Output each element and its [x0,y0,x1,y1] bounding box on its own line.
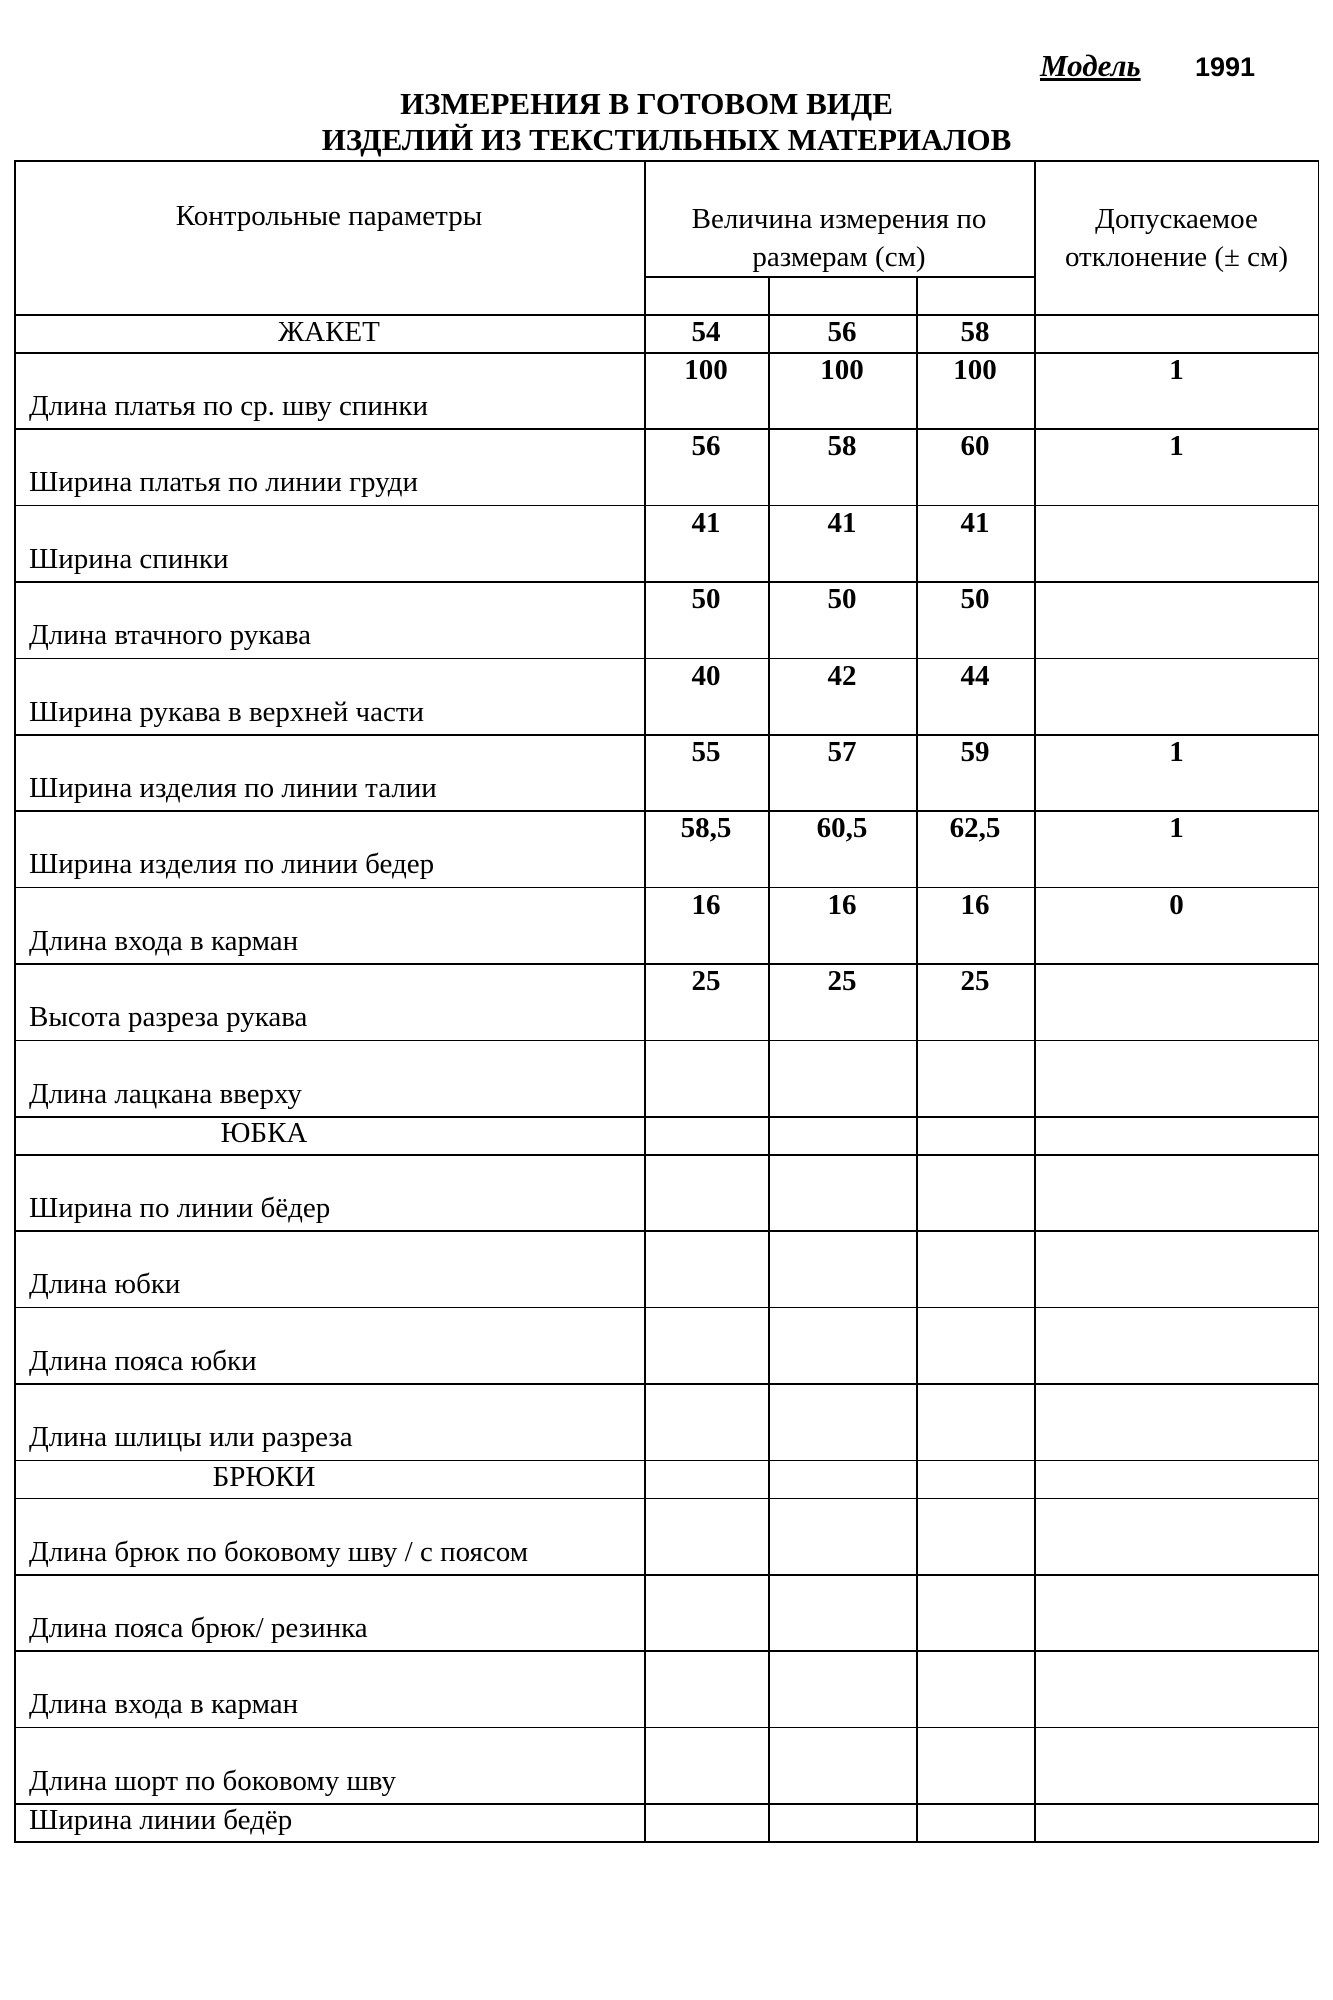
jacket-value: 59 [960,736,990,768]
table-vline [644,160,646,1841]
table-vline [768,314,770,1841]
param-row-label: Ширина изделия по линии талии [29,772,437,804]
jacket-value: 100 [820,354,864,386]
size-column-56: 56 [827,316,857,348]
jacket-tolerance: 1 [1169,812,1184,845]
jacket-value: 41 [691,506,721,539]
jacket-value: 50 [827,583,857,616]
jacket-value: 41 [827,506,857,539]
table-hline [14,1230,1319,1232]
jacket-tolerance: 0 [1169,888,1184,921]
measurements-table [14,160,1319,1848]
table-hline [14,1727,1319,1729]
param-row-label: Длина входа в карман [29,1688,299,1721]
table-vline [916,314,918,1841]
jacket-value: 50 [691,583,721,616]
table-vline [916,276,918,314]
jacket-tolerance: 1 [1169,736,1184,768]
table-hline [14,160,1319,162]
jacket-value: 25 [827,965,857,998]
jacket-value: 60,5 [816,812,868,845]
jacket-value: 40 [691,659,721,692]
section-skirt: ЮБКА [220,1117,308,1149]
jacket-value: 50 [960,583,990,616]
param-row-label: Длина шорт по боковому шву [29,1764,397,1797]
header-tolerance [1034,200,1319,276]
param-row-label: Ширина рукава в верхней части [29,695,425,728]
jacket-value: 16 [960,888,990,921]
param-row-label: Ширина линии бедёр [29,1804,293,1837]
model-number: 1991 [1195,52,1256,82]
param-row-label: Длина лацкана вверху [29,1077,302,1110]
jacket-value: 100 [953,354,997,386]
header-tolerance-line1: Допускаемое [1095,203,1258,235]
size-column-58: 58 [960,316,990,348]
header-measure-line1: Величина измерения по [691,203,987,235]
table-hline [14,1498,1319,1500]
param-row-label: Длина платья по ср. шву спинки [29,390,428,422]
model-label-group [1040,48,1300,88]
table-hline [644,276,1034,278]
header-tolerance-line2: отклонение (± см) [1064,241,1289,273]
table-hline [14,1040,1319,1042]
jacket-value: 44 [960,659,990,692]
param-row-label: Длина втачного рукава [29,619,311,652]
param-row-label: Высота разреза рукава [29,1001,308,1034]
document-title-line1: ИЗМЕРЕНИЯ В ГОТОВОМ ВИДЕ [400,86,893,121]
param-row-label: Ширина спинки [29,542,229,575]
table-vline [14,160,16,1841]
jacket-tolerance: 1 [1169,354,1184,386]
jacket-tolerance: 1 [1169,430,1184,463]
jacket-value: 57 [827,736,857,768]
size-column-54: 54 [691,316,721,348]
jacket-value: 60 [960,430,990,463]
document-title-line2: ИЗДЕЛИЙ ИЗ ТЕКСТИЛЬНЫХ МАТЕРИАЛОВ [321,122,1012,157]
table-vline [1318,160,1320,1841]
param-row-label: Длина входа в карман [29,924,299,957]
jacket-value: 25 [691,965,721,998]
jacket-value: 56 [691,430,721,463]
table-vline [1034,160,1036,1841]
jacket-value: 16 [827,888,857,921]
header-measure-line2: размерам (см) [752,241,926,273]
table-vline [768,276,770,314]
jacket-value: 58 [827,430,857,463]
header-measure [644,200,1034,276]
param-row-label: Ширина по линии бёдер [29,1192,331,1224]
param-row-label: Длина юбки [29,1268,181,1301]
table-hline [14,1154,1319,1156]
table-hline [14,1307,1319,1309]
jacket-value: 42 [827,659,857,692]
table-hline [14,1650,1319,1652]
section-jacket: ЖАКЕТ [278,316,380,348]
jacket-value: 16 [691,888,721,921]
param-row-label: Длина пояса брюк/ резинка [29,1612,368,1644]
header-params: Контрольные параметры [175,200,483,232]
table-hline [14,1383,1319,1385]
model-label: Модель [1040,48,1141,83]
jacket-value: 41 [960,506,990,539]
param-row-label: Длина пояса юбки [29,1344,257,1377]
jacket-value: 62,5 [949,812,1001,845]
table-hline [14,1574,1319,1576]
param-row-label: Длина шлицы или разреза [29,1421,353,1454]
param-row-label: Длина брюк по боковому шву / с поясом [29,1535,529,1568]
param-row-label: Ширина изделия по линии бедер [29,848,435,881]
jacket-value: 100 [684,354,728,386]
table-hline [14,1841,1319,1843]
param-row-label: Ширина платья по линии груди [29,466,419,499]
jacket-value: 25 [960,965,990,998]
jacket-value: 55 [691,736,721,768]
section-trousers: БРЮКИ [212,1460,316,1493]
jacket-value: 58,5 [680,812,732,845]
